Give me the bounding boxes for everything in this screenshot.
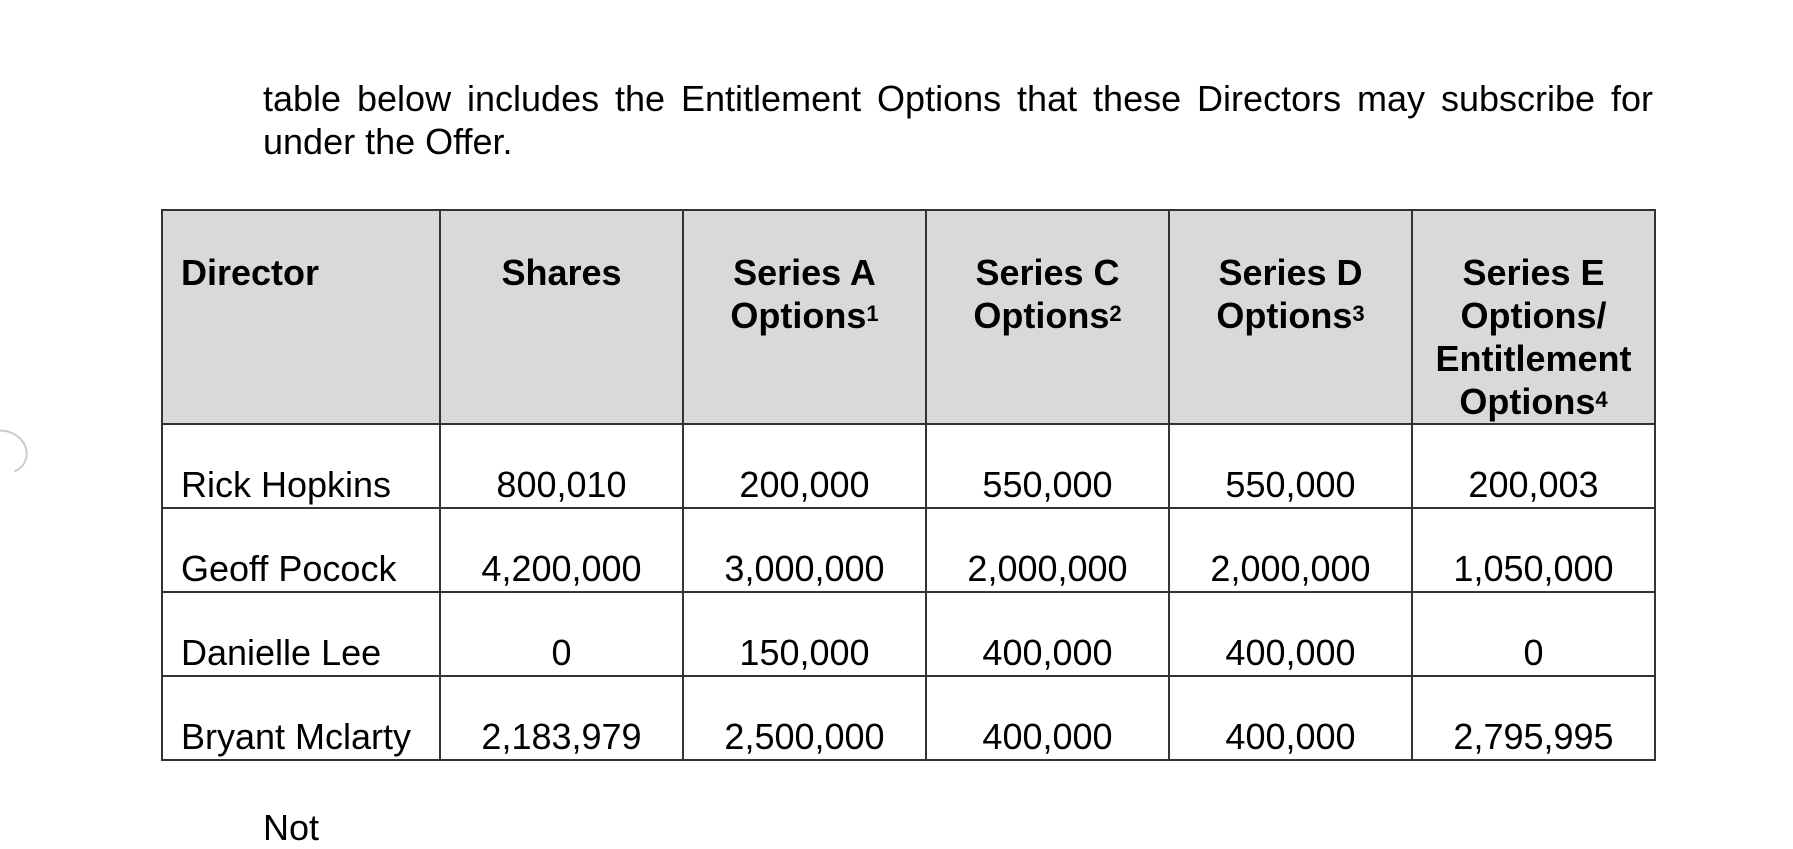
header-series-d-line2: Options [1216,295,1353,336]
header-series-a-line1: Series A [733,252,876,293]
footnote-ref-2: 2 [1109,301,1122,326]
footnote-ref-1: 1 [866,301,879,326]
series-e-cell: 2,795,995 [1412,676,1655,760]
series-c-cell: 400,000 [926,676,1169,760]
shares-cell: 0 [440,592,683,676]
series-a-cell: 200,000 [683,424,926,508]
series-a-cell: 3,000,000 [683,508,926,592]
director-name-cell: Geoff Pocock [162,508,440,592]
header-series-c-line1: Series C [975,252,1120,293]
header-series-e-line3: Entitlement [1435,338,1632,379]
shares-cell: 2,183,979 [440,676,683,760]
series-e-cell: 0 [1412,592,1655,676]
margin-annotation-mark [0,423,34,481]
series-c-cell: 400,000 [926,592,1169,676]
director-name-cell: Bryant Mclarty [162,676,440,760]
series-e-cell: 200,003 [1412,424,1655,508]
series-a-cell: 2,500,000 [683,676,926,760]
series-c-cell: 550,000 [926,424,1169,508]
table-header-row [162,210,1655,424]
intro-line-2: under the Offer. [263,121,513,162]
director-name-cell: Rick Hopkins [162,424,440,508]
director-holdings-table [161,209,1656,761]
series-d-cell: 2,000,000 [1169,508,1412,592]
header-series-e-options [1412,210,1655,424]
intro-line-1: table below includes the Entitlement Options that these Directors may subscribe for [263,78,1653,119]
table-row [162,676,1655,760]
header-shares-label: Shares [501,252,622,293]
director-name-cell: Danielle Lee [162,592,440,676]
header-director [162,210,440,424]
header-director-label: Director [181,252,320,293]
intro-paragraph [263,77,1653,163]
header-shares [440,210,683,424]
series-a-cell: 150,000 [683,592,926,676]
series-e-cell: 1,050,000 [1412,508,1655,592]
series-c-cell: 2,000,000 [926,508,1169,592]
header-series-e-line2: Options/ [1460,295,1607,336]
series-d-cell: 400,000 [1169,592,1412,676]
table-row [162,424,1655,508]
series-d-cell: 550,000 [1169,424,1412,508]
header-series-e-line4: Options [1459,381,1596,422]
header-series-d-line1: Series D [1218,252,1363,293]
footnote-ref-4: 4 [1595,387,1608,412]
header-series-e-line1: Series E [1462,252,1605,293]
header-series-c-line2: Options [973,295,1110,336]
table-row [162,592,1655,676]
header-series-a-line2: Options [730,295,867,336]
header-series-c-options [926,210,1169,424]
header-series-a-options [683,210,926,424]
truncated-notes-heading: Not [263,807,320,848]
series-d-cell: 400,000 [1169,676,1412,760]
footnote-ref-3: 3 [1352,301,1365,326]
header-series-d-options [1169,210,1412,424]
table-row [162,508,1655,592]
shares-cell: 4,200,000 [440,508,683,592]
shares-cell: 800,010 [440,424,683,508]
